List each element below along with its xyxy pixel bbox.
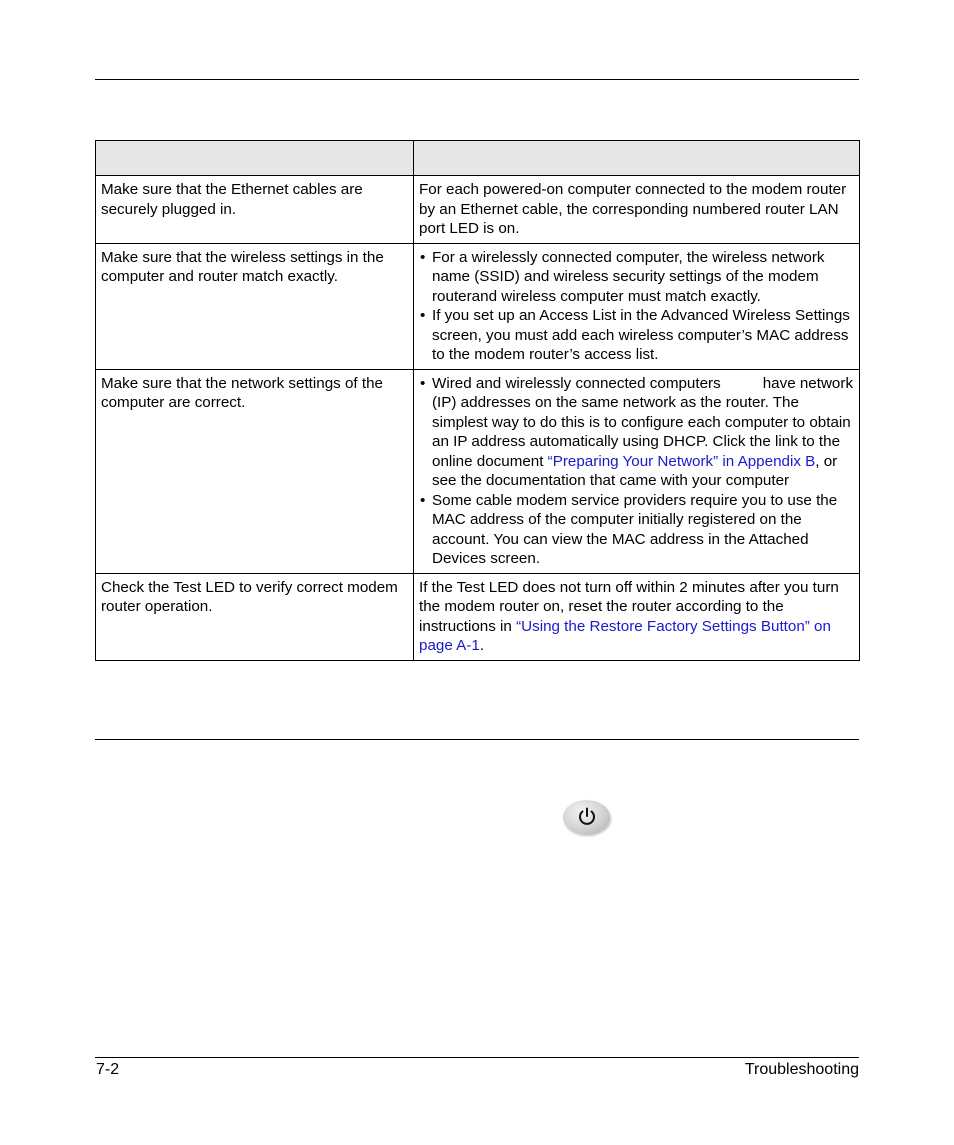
- table-row: [96, 176, 860, 244]
- list-item: [419, 491, 855, 569]
- chapter-title: Troubleshooting: [744, 1061, 859, 1078]
- list-item-text: Some cable modem service providers require you to use the MAC address of the computer initially registered on the account. You can view the MAC address in the Attached Devices screen.: [432, 491, 838, 567]
- list-item-text: have network (IP) addresses on the same network as the router. The simplest way to do this is to configure each computer to obtain an IP address automatically using DHCP. Click the link to the online document: [432, 374, 854, 470]
- bullet-icon: •: [420, 491, 426, 509]
- list-item: [419, 248, 855, 307]
- table-cell-description: [414, 573, 860, 660]
- bullet-icon: •: [420, 374, 426, 392]
- table-row: [96, 243, 860, 369]
- cell-text: If the Test LED does not turn off within 2 minutes after you turn the modem router on, reset the router according to the instructions in: [419, 578, 839, 635]
- table-row: [96, 369, 860, 573]
- table-cell-action: Make sure that the network settings of the computer are correct.: [96, 369, 414, 573]
- bullet-list: [419, 374, 855, 569]
- bullet-icon: •: [420, 307, 426, 324]
- bullet-list: [419, 248, 855, 365]
- list-item: [419, 374, 855, 491]
- table-header-cell: [96, 141, 414, 176]
- table-cell-description: [414, 369, 860, 573]
- table-header-cell: [414, 141, 860, 176]
- list-item-text: For a wirelessly connected computer, the wireless network name (SSID) and wireless security settings of the modem routerand wireless computer must match exactly.: [432, 248, 825, 305]
- troubleshooting-table: [95, 140, 860, 661]
- table-cell-action: Make sure that the Ethernet cables are securely plugged in.: [96, 176, 414, 244]
- list-item-text: Wired and wirelessly connected computers: [432, 374, 721, 392]
- footer-rule: [95, 1057, 859, 1058]
- section-rule: [95, 739, 859, 740]
- header-rule: [95, 79, 859, 80]
- table-cell-action: Make sure that the wireless settings in the computer and router match exactly.: [96, 243, 414, 369]
- table-header-row: [96, 141, 860, 176]
- bullet-icon: •: [420, 248, 426, 266]
- table-cell-action: Check the Test LED to verify correct modem router operation.: [96, 573, 414, 660]
- cell-text: .: [479, 637, 485, 654]
- power-symbol-icon: [576, 807, 598, 827]
- preparing-network-link[interactable]: “Preparing Your Network” in Appendix B: [547, 452, 816, 470]
- page-number: 7-2: [96, 1061, 120, 1078]
- table-cell-description: [414, 243, 860, 369]
- list-item-text: If you set up an Access List in the Advanced Wireless Settings screen, you must add each wireless computer’s MAC address to the modem router’s access list.: [432, 307, 850, 363]
- restore-factory-settings-link[interactable]: “Using the Restore Factory Settings Button” on page A-1: [419, 617, 831, 654]
- list-item: [419, 306, 855, 365]
- list-item-text: , or see the documentation that came with your computer: [432, 452, 838, 489]
- table-row: [96, 573, 860, 660]
- power-icon: [563, 800, 610, 834]
- table-cell-description: For each powered-on computer connected to the modem router by an Ethernet cable, the corresponding numbered router LAN port LED is on.: [414, 176, 860, 244]
